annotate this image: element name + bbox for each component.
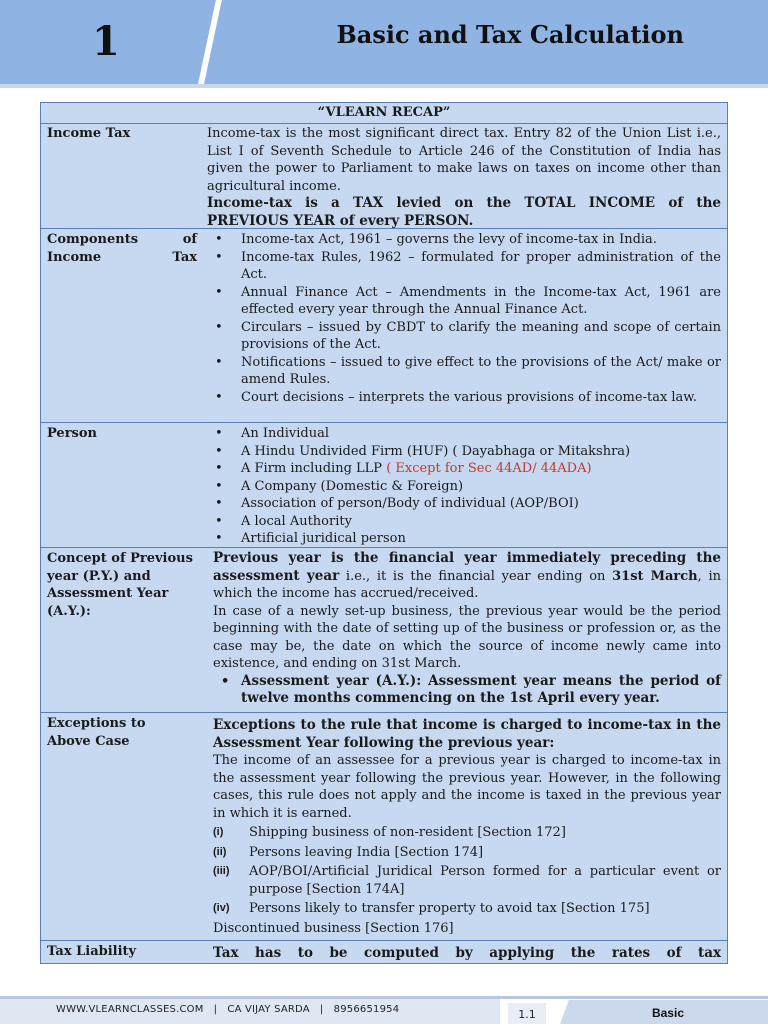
row-label: Concept of Previous year (P.Y.) and Assessment Year (A.Y.): bbox=[47, 551, 193, 619]
list-item: • Court decisions – interprets the various provisions of income-tax law. bbox=[207, 389, 721, 407]
row-content bbox=[213, 945, 721, 963]
list-item: • Association of person/Body of individual (AOP/BOI) bbox=[207, 495, 721, 513]
list-item: • Income-tax Rules, 1962 – formulated for proper administration of the Act. bbox=[207, 249, 721, 284]
previous-year-definition: Previous year is the financial year immediately preceding the assessment year i.e., it is the financial year ending on 31st March, in which the income has accrued/received. bbox=[213, 550, 721, 601]
tax-liability-text: Tax has to be computed by applying the rates of tax bbox=[213, 945, 721, 961]
row-concept bbox=[41, 548, 727, 713]
list-item: • Notifications – issued to give effect to the provisions of the Act/ make or amend Rules. bbox=[207, 354, 721, 389]
page-number: 1.1 bbox=[508, 1003, 546, 1024]
row-label: Income Tax bbox=[47, 126, 131, 141]
row-label: Person bbox=[47, 426, 97, 441]
row-content bbox=[207, 425, 721, 548]
exceptions-intro: The income of an assessee for a previous year is charged to income-tax in the assessment year following the previous year. However, in the following cases, this rule does not apply and the income is taxed in the previous year in which it is earned. bbox=[213, 753, 721, 821]
row-person bbox=[41, 423, 727, 548]
row-content bbox=[207, 231, 721, 406]
list-item: • An Individual bbox=[207, 425, 721, 443]
assessment-year-list bbox=[213, 673, 721, 708]
row-label: Exceptions to Above Case bbox=[47, 716, 146, 749]
row-content bbox=[213, 550, 721, 708]
footer-contact: WWW.VLEARNCLASSES.COM | CA VIJAY SARDA | 8956651954 bbox=[56, 1004, 400, 1015]
list-item: • A local Authority bbox=[207, 513, 721, 531]
person-list bbox=[207, 425, 721, 548]
list-item: • Assessment year (A.Y.): Assessment year means the period of twelve months commencing on the 1st April every year. bbox=[213, 673, 721, 708]
recap-table bbox=[40, 102, 728, 964]
recap-title: “VLEARN RECAP” bbox=[41, 103, 727, 124]
new-business-note: In case of a newly set-up business, the previous year would be the period beginning with the date of setting up of the business or profession or, as the case may be, the date on which the source of income newly came into existence, and ending on 31st March. bbox=[213, 603, 721, 671]
list-item: • Income-tax Act, 1961 – governs the levy of income-tax in India. bbox=[207, 231, 721, 249]
list-item: • A Hindu Undivided Firm (HUF) ( Dayabhaga or Mitakshra) bbox=[207, 443, 721, 461]
row-tax-liability bbox=[41, 941, 727, 963]
exceptions-heading: Exceptions to the rule that income is charged to income-tax in the Assessment Year following the previous year: bbox=[213, 717, 721, 751]
list-item: • Annual Finance Act – Amendments in the Income-tax Act, 1961 are effected every year through the Annual Finance Act. bbox=[207, 284, 721, 319]
footer-section: Basic bbox=[651, 1006, 684, 1020]
income-tax-definition: Income-tax is the most significant direct tax. Entry 82 of the Union List i.e., List I of Seventh Schedule to Article 246 of the Constitution of India has given the power to Parliament to make laws on taxes on income other than agricultural income. bbox=[207, 126, 721, 194]
chapter-number: 1 bbox=[92, 18, 120, 65]
list-item: (iii) AOP/BOI/Artificial Juridical Person formed for a particular event or purpose [Section 174A] bbox=[213, 864, 721, 897]
components-list bbox=[207, 231, 721, 406]
row-components bbox=[41, 229, 727, 423]
list-item: (i) Shipping business of non-resident [Section 172] bbox=[213, 825, 566, 840]
row-content bbox=[207, 125, 721, 230]
list-item: • A Firm including LLP ( Except for Sec 44AD/ 44ADA) bbox=[207, 460, 721, 478]
row-content bbox=[213, 717, 721, 937]
list-item: • A Company (Domestic & Foreign) bbox=[207, 478, 721, 496]
llp-exception-note: ( Except for Sec 44AD/ 44ADA) bbox=[386, 461, 592, 476]
exceptions-last: Discontinued business [Section 176] bbox=[213, 920, 454, 936]
row-label: Components of Income Tax bbox=[47, 232, 197, 265]
list-item: • Artificial juridical person bbox=[207, 530, 721, 548]
row-exceptions bbox=[41, 713, 727, 941]
header-shadow bbox=[0, 84, 768, 88]
income-tax-levy: Income-tax is a TAX levied on the TOTAL INCOME of the PREVIOUS YEAR of every PERSON. bbox=[207, 195, 721, 229]
row-label: Tax Liability bbox=[47, 944, 137, 959]
list-item: • Circulars – issued by CBDT to clarify the meaning and scope of certain provisions of the Act. bbox=[207, 319, 721, 354]
row-income-tax bbox=[41, 123, 727, 229]
chapter-title: Basic and Tax Calculation bbox=[336, 20, 684, 49]
exceptions-list bbox=[213, 824, 721, 918]
list-item: (iv) Persons likely to transfer property to avoid tax [Section 175] bbox=[213, 901, 650, 916]
list-item: (ii) Persons leaving India [Section 174] bbox=[213, 844, 484, 860]
